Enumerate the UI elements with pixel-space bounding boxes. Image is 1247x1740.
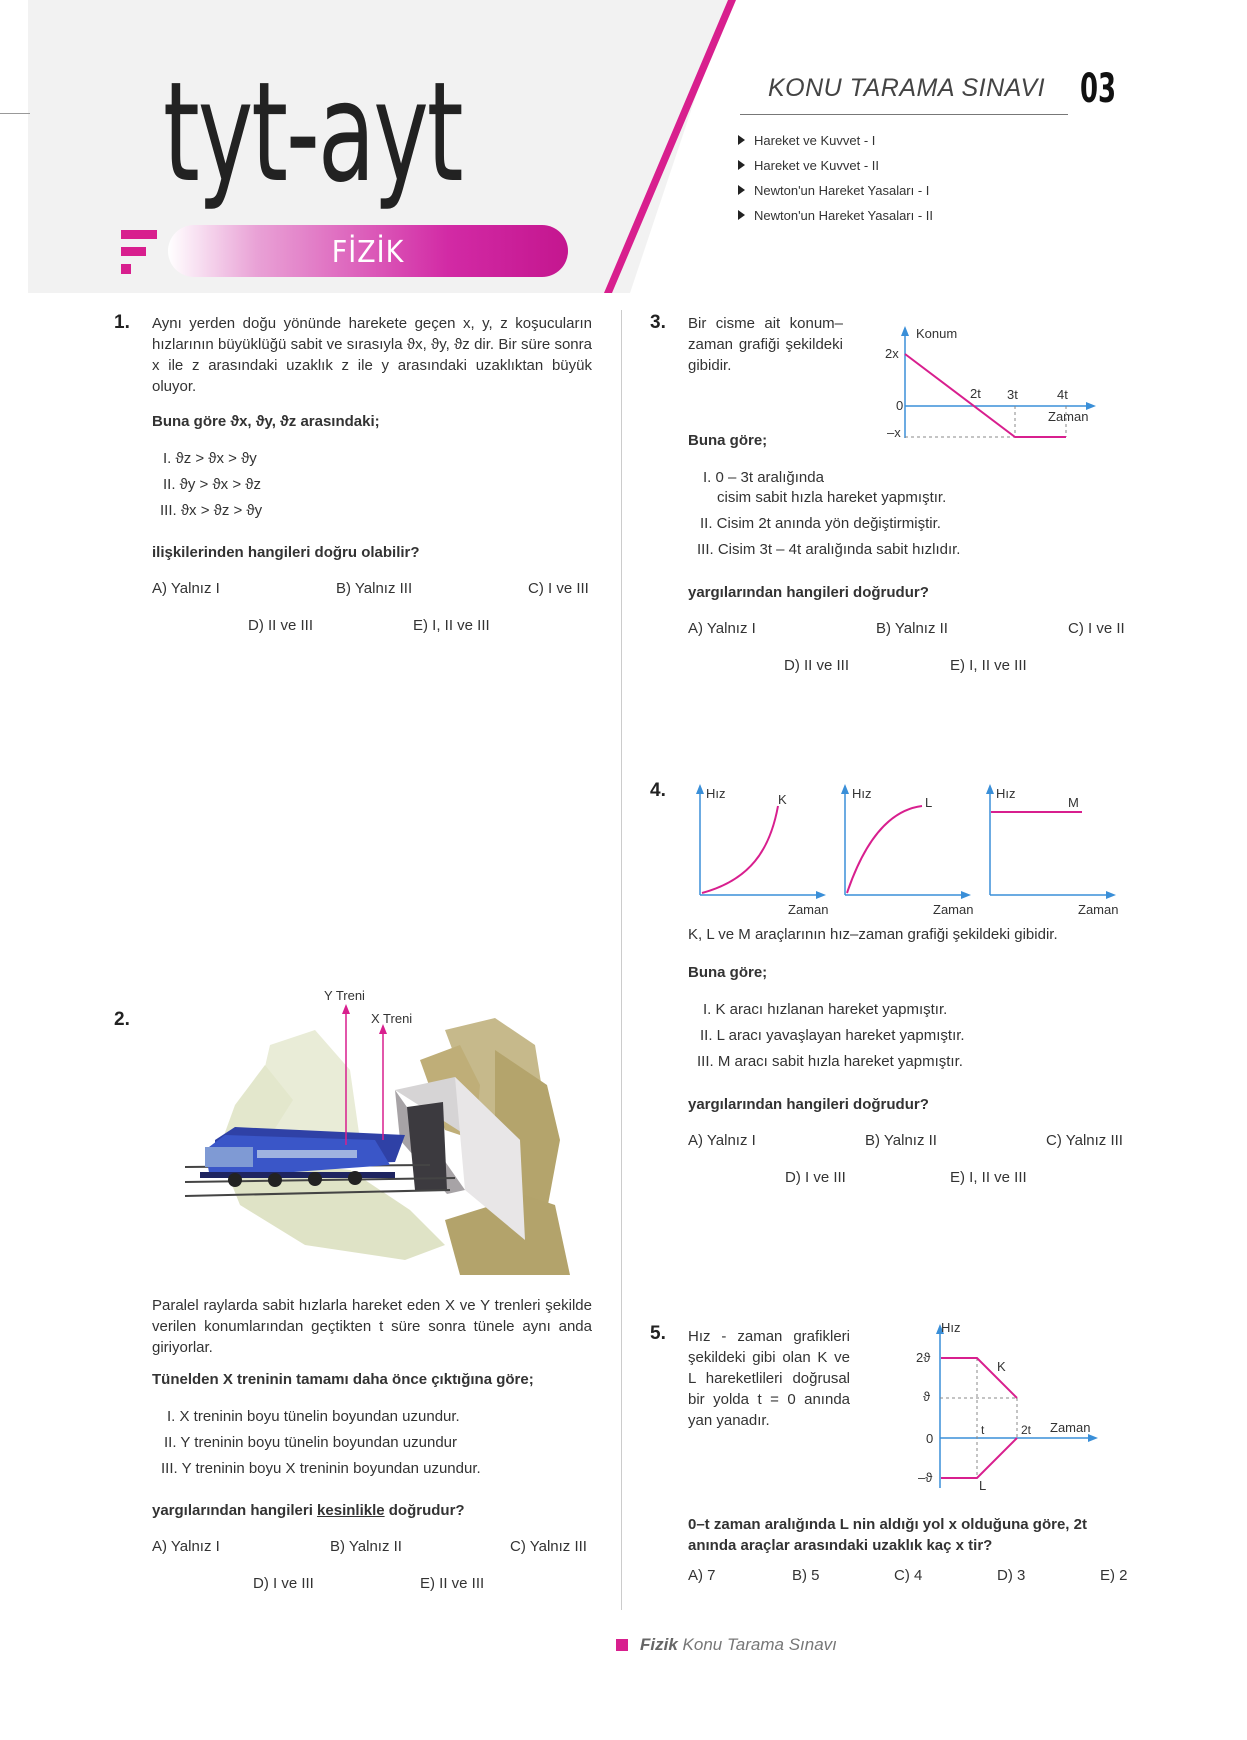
option-a[interactable]: A) Yalnız I xyxy=(152,1538,220,1555)
option-b[interactable]: B) Yalnız III xyxy=(336,580,413,597)
option-e[interactable]: E) II ve III xyxy=(420,1575,485,1592)
question-stem: yargılarından hangileri doğrudur? xyxy=(688,584,929,601)
x-train-label: X Treni xyxy=(371,1011,413,1026)
svg-text:2t: 2t xyxy=(1021,1423,1032,1437)
svg-text:Konum: Konum xyxy=(916,326,958,341)
option-b[interactable]: B) Yalnız II xyxy=(876,620,948,637)
svg-text:Hız: Hız xyxy=(706,786,726,801)
footer-square-icon xyxy=(616,1639,628,1651)
svg-text:L: L xyxy=(925,795,933,810)
option-c[interactable]: C) 4 xyxy=(894,1567,923,1584)
svg-text:0: 0 xyxy=(896,398,904,413)
topic-item: Newton'un Hareket Yasaları - II xyxy=(738,203,933,228)
svg-text:Zaman: Zaman xyxy=(1078,902,1119,917)
svg-text:Zaman: Zaman xyxy=(788,902,829,917)
train-tunnel-figure xyxy=(175,990,585,1280)
statement: II. Y treninin boyu tünelin boyundan uzundur xyxy=(164,1434,457,1451)
question-number: 4. xyxy=(650,780,666,801)
option-e[interactable]: E) 2 xyxy=(1100,1567,1128,1584)
bullet-triangle-icon xyxy=(738,160,745,170)
header-diagonal-accent xyxy=(600,0,740,300)
option-a[interactable]: A) 7 xyxy=(688,1567,716,1584)
option-d[interactable]: D) 3 xyxy=(997,1567,1026,1584)
svg-text:Zaman: Zaman xyxy=(1048,409,1089,424)
f-logo-icon-bar xyxy=(121,247,146,256)
option-d[interactable]: D) II ve III xyxy=(248,617,314,634)
question-number: 5. xyxy=(650,1323,666,1344)
f-logo-icon-dot xyxy=(121,264,131,274)
bullet-triangle-icon xyxy=(738,135,745,145)
svg-text:3t: 3t xyxy=(1007,387,1018,402)
bullet-triangle-icon xyxy=(738,210,745,220)
statement: III. Y treninin boyu X treninin boyundan uzundur. xyxy=(161,1460,481,1477)
topic-item: Hareket ve Kuvvet - II xyxy=(738,153,933,178)
svg-text:M: M xyxy=(1068,795,1079,810)
svg-text:K: K xyxy=(997,1359,1006,1374)
question-stem: 0–t zaman aralığında L nin aldığı yol x olduğuna göre, 2t anında araçlar arasındaki uzaklık kaç x tir? xyxy=(688,1516,1087,1554)
statement: I. X treninin boyu tünelin boyundan uzundur. xyxy=(167,1408,460,1425)
question-prompt: Tünelden X treninin tamamı daha önce çıktığına göre; xyxy=(152,1371,534,1388)
svg-text:Zaman: Zaman xyxy=(933,902,974,917)
column-divider xyxy=(621,310,622,1610)
brand-logo: tyt-ayt xyxy=(163,52,462,213)
exam-number: 03 xyxy=(1080,66,1117,112)
topic-list xyxy=(738,128,933,228)
question-text: Paralel raylarda sabit hızlarla hareket eden X ve Y trenleri şekilde verilen konumlarından geçtikten t süre sonra tünele aynı anda giriyorlar. xyxy=(152,1297,592,1356)
option-e[interactable]: E) I, II ve III xyxy=(950,657,1027,674)
option-b[interactable]: B) Yalnız II xyxy=(330,1538,402,1555)
svg-text:0: 0 xyxy=(926,1431,934,1446)
svg-text:–x: –x xyxy=(887,425,901,440)
option-d[interactable]: D) I ve III xyxy=(253,1575,314,1592)
svg-text:4t: 4t xyxy=(1057,387,1068,402)
svg-text:t: t xyxy=(981,1423,985,1437)
option-c[interactable]: C) Yalnız III xyxy=(1046,1132,1123,1149)
question-text: Bir cisme ait konum–zaman grafiği şekildeki gibidir. xyxy=(688,315,843,374)
option-c[interactable]: C) Yalnız III xyxy=(510,1538,587,1555)
exam-title-rule xyxy=(740,114,1068,115)
svg-text:Hız: Hız xyxy=(852,786,872,801)
statement: II. Cisim 2t anında yön değiştirmiştir. xyxy=(700,515,941,532)
topic-item: Hareket ve Kuvvet - I xyxy=(738,128,933,153)
option-e[interactable]: E) I, II ve III xyxy=(413,617,490,634)
question-text: Hız - zaman grafikleri şekildeki gibi olan K ve L hareketlileri doğrusal bir yolda t = 0 anında yan yanadır. xyxy=(688,1328,850,1429)
statement: II. L aracı yavaşlayan hareket yapmıştır. xyxy=(700,1027,965,1044)
statement: I. ϑz > ϑx > ϑy xyxy=(163,450,257,467)
svg-text:2ϑ: 2ϑ xyxy=(916,1350,931,1365)
velocity-time-graphs xyxy=(690,780,1140,920)
question-text: K, L ve M araçlarının hız–zaman grafiği şekildeki gibidir. xyxy=(688,926,1058,943)
option-d[interactable]: D) II ve III xyxy=(784,657,850,674)
svg-text:–ϑ: –ϑ xyxy=(918,1470,933,1485)
emphasis-word: kesinlikle xyxy=(317,1502,385,1519)
option-c[interactable]: C) I ve III xyxy=(528,580,589,597)
svg-text:Hız: Hız xyxy=(941,1320,961,1335)
graph-l xyxy=(841,784,973,917)
header-rule xyxy=(0,113,30,114)
f-logo-icon xyxy=(121,230,157,239)
option-b[interactable]: B) Yalnız II xyxy=(865,1132,937,1149)
svg-text:K: K xyxy=(778,792,787,807)
question-text: Aynı yerden doğu yönünde harekete geçen x, y, z koşucuların hızlarının büyüklüğü sabit ve sırasıyla ϑx, ϑy, ϑz dir. Bir süre sonra x ile z arasındaki uzaklık z ile y arasındaki uzaklıktan büyük oluyor. xyxy=(152,315,592,395)
statement: I. 0 – 3t aralığında xyxy=(703,469,824,486)
svg-text:ϑ: ϑ xyxy=(923,1389,931,1404)
option-a[interactable]: A) Yalnız I xyxy=(688,1132,756,1149)
position-time-graph xyxy=(870,320,1130,450)
exam-title: KONU TARAMA SINAVI xyxy=(768,74,1046,102)
option-d[interactable]: D) I ve III xyxy=(785,1169,846,1186)
statement: III. ϑx > ϑz > ϑy xyxy=(160,502,263,519)
svg-text:2t: 2t xyxy=(970,386,981,401)
statement: I. K aracı hızlanan hareket yapmıştır. xyxy=(703,1001,948,1018)
question-stem: ilişkilerinden hangileri doğru olabilir? xyxy=(152,544,420,561)
question-stem: yargılarından hangileri doğrudur? xyxy=(688,1096,929,1113)
svg-text:L: L xyxy=(979,1478,987,1493)
y-train-label: Y Treni xyxy=(324,990,365,1003)
statement-continuation: cisim sabit hızla hareket yapmıştır. xyxy=(717,489,947,506)
statement: III. M aracı sabit hızla hareket yapmıştır. xyxy=(697,1053,963,1070)
question-prompt: Buna göre ϑx, ϑy, ϑz arasındaki; xyxy=(152,413,380,430)
question-number: 1. xyxy=(114,312,130,333)
graph-k xyxy=(696,784,828,917)
footer-title: Fizik Konu Tarama Sınavı xyxy=(640,1635,837,1654)
bullet-triangle-icon xyxy=(738,185,745,195)
question-prompt: Buna göre; xyxy=(688,432,768,449)
option-a[interactable]: A) Yalnız I xyxy=(152,580,220,597)
question-stem: yargılarından hangileri kesinlikle doğrudur? xyxy=(152,1502,465,1519)
graph-m xyxy=(986,784,1118,917)
statement: III. Cisim 3t – 4t aralığında sabit hızlıdır. xyxy=(697,541,961,558)
option-a[interactable]: A) Yalnız I xyxy=(688,620,756,637)
svg-text:Hız: Hız xyxy=(996,786,1016,801)
question-number: 3. xyxy=(650,312,666,333)
svg-text:Zaman: Zaman xyxy=(1050,1420,1091,1435)
statement: II. ϑy > ϑx > ϑz xyxy=(163,476,261,493)
question-prompt: Buna göre; xyxy=(688,964,768,981)
option-c[interactable]: C) I ve II xyxy=(1068,620,1125,637)
topic-item: Newton'un Hareket Yasaları - I xyxy=(738,178,933,203)
subject-label: FİZİK xyxy=(331,235,405,270)
velocity-time-graph-kl xyxy=(905,1318,1125,1498)
subject-badge xyxy=(168,225,568,277)
option-b[interactable]: B) 5 xyxy=(792,1567,820,1584)
option-e[interactable]: E) I, II ve III xyxy=(950,1169,1027,1186)
question-number: 2. xyxy=(114,1009,130,1030)
svg-text:2x: 2x xyxy=(885,346,899,361)
